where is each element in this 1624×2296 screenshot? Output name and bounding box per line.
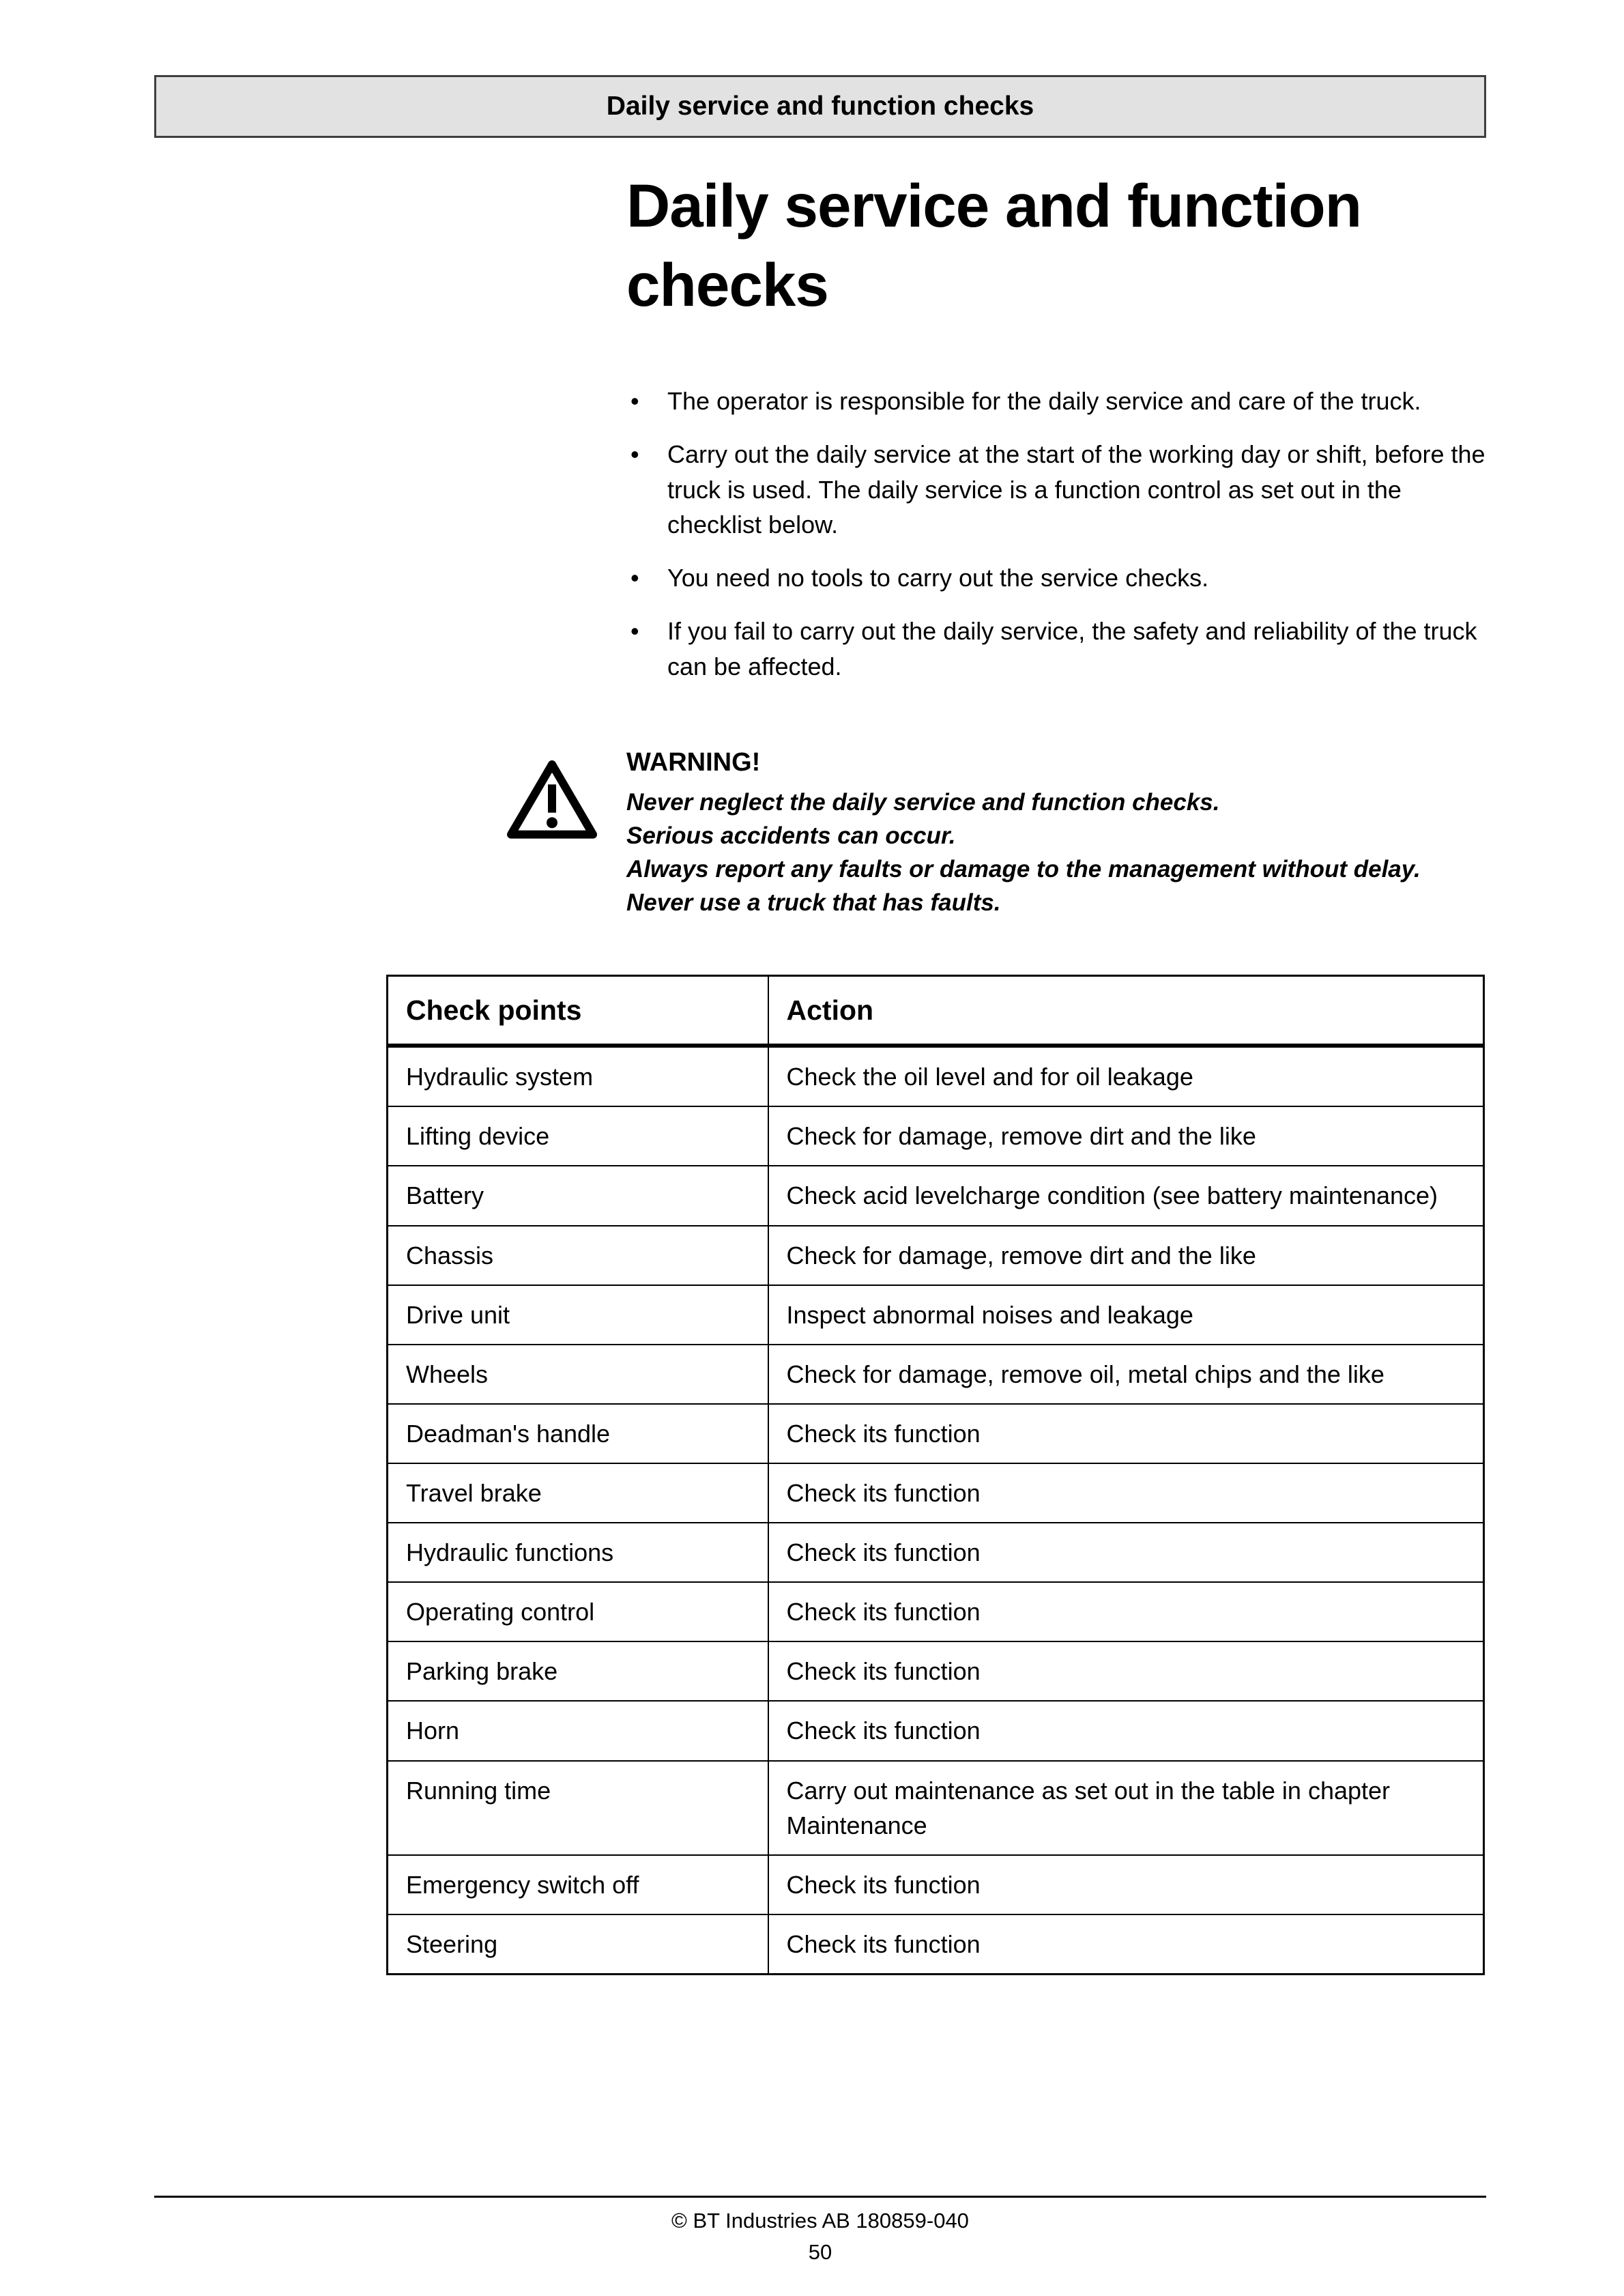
bullet-item: • The operator is responsible for the daily service and care of the truck. (626, 384, 1492, 419)
table-row (388, 1046, 1484, 1106)
action-cell: Carry out maintenance as set out in the table in chapter Maintenance (768, 1761, 1484, 1855)
column-header-action: Action (768, 976, 1484, 1046)
action-cell: Check its function (768, 1404, 1484, 1463)
bullet-item: • Carry out the daily service at the start of the working day or shift, before the truck is used. The daily service is a function control as set out in the checklist below. (626, 437, 1492, 543)
bullet-item: • If you fail to carry out the daily service, the safety and reliability of the truck can be affected. (626, 614, 1492, 685)
warning-line: Never neglect the daily service and function checks. (626, 789, 1220, 816)
check-point-cell: Lifting device (388, 1106, 768, 1166)
footer-copyright: © BT Industries AB 180859-040 (671, 2209, 969, 2233)
table-row (388, 1701, 1484, 1760)
action-cell: Check the oil level and for oil leakage (768, 1046, 1484, 1106)
table-row (388, 1285, 1484, 1345)
check-point-cell: Hydraulic system (388, 1046, 768, 1106)
check-point-cell: Parking brake (388, 1641, 768, 1701)
footer-page-number: 50 (808, 2240, 832, 2264)
action-cell: Check its function (768, 1914, 1484, 1975)
action-cell: Check for damage, remove dirt and the like (768, 1106, 1484, 1166)
check-point-cell: Deadman's handle (388, 1404, 768, 1463)
action-cell: Check its function (768, 1463, 1484, 1523)
bullet-list (626, 384, 1492, 702)
action-cell: Check its function (768, 1582, 1484, 1641)
action-cell: Check for damage, remove oil, metal chips and the like (768, 1345, 1484, 1404)
warning-section (506, 748, 1489, 919)
table-row (388, 1106, 1484, 1166)
column-header-check-points: Check points (388, 976, 768, 1046)
table-row (388, 1345, 1484, 1404)
table-row (388, 1166, 1484, 1225)
warning-line: Always report any faults or damage to the management without delay. Never use a truck that has faults. (626, 856, 1421, 916)
check-point-cell: Horn (388, 1701, 768, 1760)
warning-body (626, 786, 1485, 919)
check-point-cell: Chassis (388, 1226, 768, 1285)
check-point-cell: Wheels (388, 1345, 768, 1404)
bullet-item: • You need no tools to carry out the service checks. (626, 560, 1492, 596)
check-point-cell: Running time (388, 1761, 768, 1855)
action-cell: Check for damage, remove dirt and the like (768, 1226, 1484, 1285)
action-cell: Check its function (768, 1855, 1484, 1914)
check-points-table (386, 975, 1485, 1975)
warning-triangle-icon (506, 759, 598, 919)
table-row (388, 1855, 1484, 1914)
table-row (388, 1914, 1484, 1975)
header-bar-title: Daily service and function checks (606, 91, 1034, 121)
table-row (388, 1404, 1484, 1463)
table-row (388, 1523, 1484, 1582)
check-point-cell: Emergency switch off (388, 1855, 768, 1914)
page-title: Daily service and function checks (626, 171, 1361, 319)
table-row (388, 1641, 1484, 1701)
check-point-cell: Operating control (388, 1582, 768, 1641)
action-cell: Inspect abnormal noises and leakage (768, 1285, 1484, 1345)
table-row (388, 1582, 1484, 1641)
warning-text-block (626, 748, 1485, 919)
warning-line: Serious accidents can occur. (626, 822, 956, 849)
page-header-bar (154, 75, 1486, 138)
action-cell: Check its function (768, 1641, 1484, 1701)
check-point-cell: Hydraulic functions (388, 1523, 768, 1582)
table-row (388, 1761, 1484, 1855)
table-header-row (388, 976, 1484, 1046)
warning-title: WARNING! (626, 748, 761, 777)
check-point-cell: Travel brake (388, 1463, 768, 1523)
action-cell: Check acid levelcharge condition (see battery maintenance) (768, 1166, 1484, 1225)
check-point-cell: Steering (388, 1914, 768, 1975)
table-row (388, 1226, 1484, 1285)
check-point-cell: Battery (388, 1166, 768, 1225)
action-cell: Check its function (768, 1701, 1484, 1760)
table-row (388, 1463, 1484, 1523)
check-point-cell: Drive unit (388, 1285, 768, 1345)
action-cell: Check its function (768, 1523, 1484, 1582)
footer-divider (154, 2196, 1486, 2198)
